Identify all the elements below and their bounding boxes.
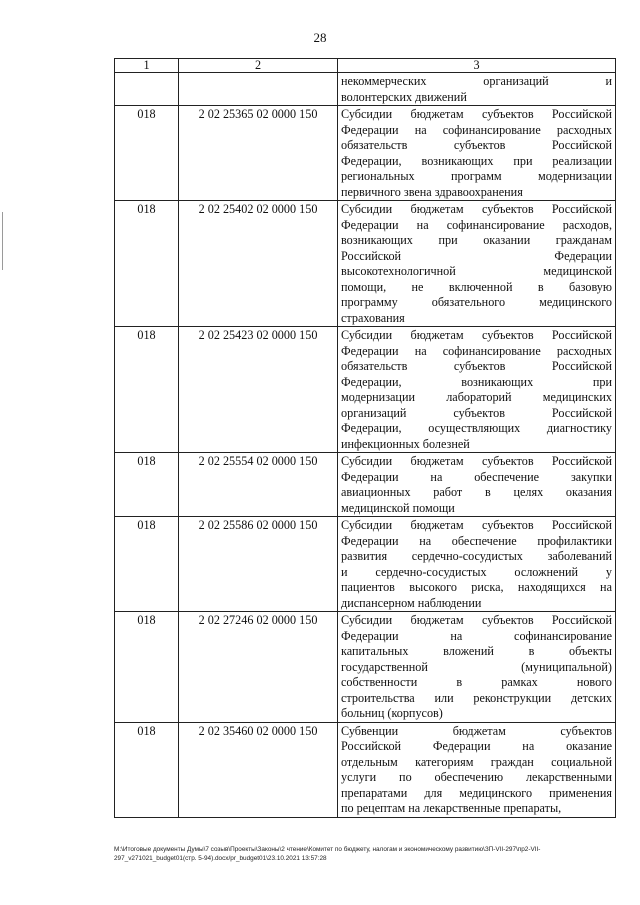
description-line: страхования [341, 310, 405, 325]
table-row [115, 327, 616, 453]
budget-code-cell: 2 02 25554 02 0000 150 [179, 453, 338, 517]
description-line: возникающих при оказании гражданам [341, 233, 612, 247]
description-line: инфекционных болезней [341, 436, 470, 451]
description-cell [338, 327, 616, 453]
description-line: Федерации, возникающих при [341, 374, 612, 389]
footer-line-2: 297_v271021_budget01(стр. 5-94).docx/pr_budget01\23.10.2021 13:57:28 [114, 855, 327, 862]
description-line: Федерации на софинансирование расходных [341, 122, 612, 137]
admin-code-cell: 018 [115, 722, 179, 817]
description-line: и сердечно-сосудистых осложнений у [341, 564, 612, 579]
description-cell [338, 612, 616, 723]
description-line: обязательств субъектов Российской [341, 359, 612, 373]
description-cell [338, 517, 616, 612]
table-row [115, 517, 616, 612]
budget-code-cell: 2 02 25365 02 0000 150 [179, 106, 338, 201]
description-line: модернизации лабораторий медицинских [341, 390, 612, 404]
description-line: по рецептам на лекарственные препараты, [341, 801, 562, 815]
description-line: Федерации на обеспечение профилактики [341, 533, 612, 548]
description-line: государственной (муниципальной) [341, 659, 612, 674]
description-cell [338, 453, 616, 517]
description-line: региональных программ модернизации [341, 169, 612, 183]
admin-code-cell: 018 [115, 106, 179, 201]
admin-code-cell: 018 [115, 517, 179, 612]
description-line: Федерации, возникающих при реализации [341, 153, 612, 168]
description-line: Федерации на софинансирование [341, 628, 612, 643]
admin-code-cell: 018 [115, 327, 179, 453]
description-line: Субсидии бюджетам субъектов Российской [341, 518, 612, 532]
description-line: отдельным категориям граждан социальной [341, 754, 612, 769]
description-line: больниц (корпусов) [341, 706, 443, 720]
description-line: собственности в рамках нового [341, 675, 612, 689]
description-line: Российской Федерации на оказание [341, 739, 612, 753]
description-line: Федерации на софинансирование расходных [341, 343, 612, 358]
admin-code-cell: 018 [115, 453, 179, 517]
budget-table [114, 58, 616, 818]
description-line: обязательств субъектов Российской [341, 138, 612, 152]
budget-code-cell [179, 73, 338, 106]
description-line: диспансерном наблюдении [341, 595, 482, 610]
description-cell [338, 106, 616, 201]
description-line: строительства или реконструкции детских [341, 690, 612, 705]
table-header-row [115, 59, 616, 73]
description-line: Субсидии бюджетам субъектов Российской [341, 202, 612, 216]
description-line: Субсидии бюджетам субъектов Российской [341, 613, 612, 627]
description-cell [338, 73, 616, 106]
admin-code-cell: 018 [115, 201, 179, 327]
description-line: медицинской помощи [341, 500, 455, 515]
description-line: помощи, не включенной в базовую [341, 279, 612, 294]
description-line: капитальных вложений в объекты [341, 644, 612, 658]
description-line: Субсидии бюджетам субъектов Российской [341, 328, 612, 342]
header-col-1: 1 [115, 59, 179, 73]
description-line: пациентов высокого риска, находящихся на [341, 580, 612, 594]
description-line: авиационных работ в целях оказания [341, 485, 612, 499]
admin-code-cell [115, 73, 179, 106]
description-line: Федерации, осуществляющих диагностику [341, 421, 612, 435]
description-line: некоммерческих организаций и [341, 74, 612, 88]
table-row [115, 453, 616, 517]
description-line: развития сердечно-сосудистых заболеваний [341, 549, 612, 563]
description-line: услуги по обеспечению лекарственными [341, 770, 612, 784]
description-line: программу обязательного медицинского [341, 295, 612, 309]
margin-mark [2, 212, 3, 270]
description-line: Федерации на софинансирование расходов, [341, 217, 612, 232]
admin-code-cell: 018 [115, 612, 179, 723]
footer-line-1: М:\Итоговые документы Думы\7 созыв\Проекты\Законы\2 чтение\Комитет по бюджету, налогам и экономическому развитию\ЗП-VII-297\пр2-VII- [114, 846, 541, 853]
table-row [115, 201, 616, 327]
description-line: первичного звена здравоохранения [341, 184, 523, 199]
table-row [115, 106, 616, 201]
description-cell [338, 201, 616, 327]
file-path-footer [114, 845, 619, 863]
table-row [115, 722, 616, 817]
description-line: препаратами для медицинского применения [341, 785, 612, 800]
header-col-3: 3 [338, 59, 616, 73]
description-cell [338, 722, 616, 817]
description-line: волонтерских движений [341, 89, 467, 104]
table-row [115, 612, 616, 723]
description-line: Федерации на обеспечение закупки [341, 469, 612, 484]
description-line: Субсидии бюджетам субъектов Российской [341, 454, 612, 468]
description-line: Субсидии бюджетам субъектов Российской [341, 107, 612, 121]
budget-code-cell: 2 02 27246 02 0000 150 [179, 612, 338, 723]
budget-code-cell: 2 02 25423 02 0000 150 [179, 327, 338, 453]
table-row [115, 73, 616, 106]
budget-code-cell: 2 02 25586 02 0000 150 [179, 517, 338, 612]
budget-code-cell: 2 02 25402 02 0000 150 [179, 201, 338, 327]
description-line: организаций субъектов Российской [341, 405, 612, 420]
header-col-2: 2 [179, 59, 338, 73]
description-line: Российской Федерации [341, 248, 612, 263]
description-line: высокотехнологичной медицинской [341, 264, 612, 278]
budget-code-cell: 2 02 35460 02 0000 150 [179, 722, 338, 817]
description-line: Субвенции бюджетам субъектов [341, 723, 612, 738]
page-number: 28 [313, 30, 327, 45]
